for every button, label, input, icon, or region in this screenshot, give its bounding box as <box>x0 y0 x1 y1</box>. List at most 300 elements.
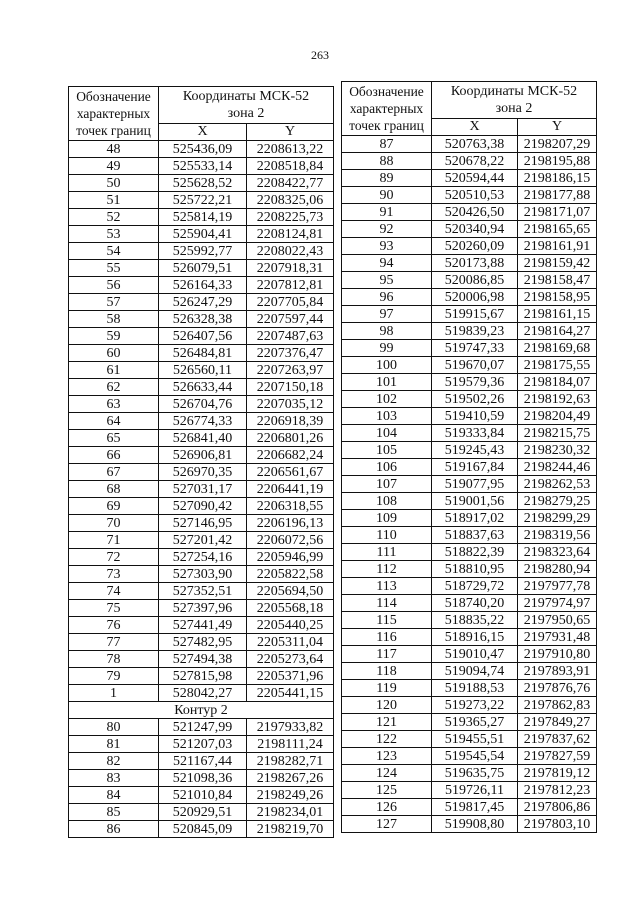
table-row <box>342 170 597 187</box>
table-row <box>342 493 597 510</box>
y-coordinate-cell: 2198169,68 <box>518 340 597 357</box>
y-coordinate-cell: 2207263,97 <box>247 362 334 379</box>
table-row <box>342 629 597 646</box>
y-coordinate-cell: 2207150,18 <box>247 379 334 396</box>
contour-label: Контур 2 <box>69 702 334 719</box>
x-coordinate-cell: 519747,33 <box>432 340 518 357</box>
x-coordinate-cell: 519908,80 <box>432 816 518 833</box>
table-row <box>342 238 597 255</box>
table-row <box>69 770 334 787</box>
point-number-cell: 119 <box>342 680 432 697</box>
y-coordinate-cell: 2205946,99 <box>247 549 334 566</box>
table-row <box>69 804 334 821</box>
table-row <box>342 510 597 527</box>
x-coordinate-cell: 519579,36 <box>432 374 518 391</box>
point-number-cell: 114 <box>342 595 432 612</box>
table-row <box>342 816 597 833</box>
y-coordinate-cell: 2198244,46 <box>518 459 597 476</box>
point-number-cell: 58 <box>69 311 159 328</box>
x-coordinate-cell: 519726,11 <box>432 782 518 799</box>
y-coordinate-cell: 2207812,81 <box>247 277 334 294</box>
table-row <box>69 600 334 617</box>
table-row <box>342 714 597 731</box>
y-coordinate-cell: 2206196,13 <box>247 515 334 532</box>
y-coordinate-cell: 2197876,76 <box>518 680 597 697</box>
x-coordinate-cell: 525533,14 <box>159 158 247 175</box>
point-number-cell: 92 <box>342 221 432 238</box>
table-row <box>342 782 597 799</box>
table-row <box>69 158 334 175</box>
point-number-cell: 101 <box>342 374 432 391</box>
header-coordinates-line2: зона 2 <box>227 106 265 122</box>
x-coordinate-cell: 519273,22 <box>432 697 518 714</box>
x-coordinate-cell: 519455,51 <box>432 731 518 748</box>
header-designation: Обозначение характерных точек границ <box>69 87 159 141</box>
y-coordinate-cell: 2197806,86 <box>518 799 597 816</box>
x-coordinate-cell: 519817,45 <box>432 799 518 816</box>
y-coordinate-cell: 2206918,39 <box>247 413 334 430</box>
y-coordinate-cell: 2197933,82 <box>247 719 334 736</box>
y-coordinate-cell: 2198171,07 <box>518 204 597 221</box>
point-number-cell: 88 <box>342 153 432 170</box>
y-coordinate-cell: 2207376,47 <box>247 345 334 362</box>
x-coordinate-cell: 518835,22 <box>432 612 518 629</box>
y-coordinate-cell: 2198280,94 <box>518 561 597 578</box>
x-coordinate-cell: 520426,50 <box>432 204 518 221</box>
point-number-cell: 110 <box>342 527 432 544</box>
header-y: Y <box>518 119 597 136</box>
x-coordinate-cell: 519001,56 <box>432 493 518 510</box>
table-row <box>69 328 334 345</box>
table-row <box>342 663 597 680</box>
point-number-cell: 79 <box>69 668 159 685</box>
header-x: X <box>159 124 247 141</box>
point-number-cell: 67 <box>69 464 159 481</box>
x-coordinate-cell: 518837,63 <box>432 527 518 544</box>
x-coordinate-cell: 526841,40 <box>159 430 247 447</box>
x-coordinate-cell: 519545,54 <box>432 748 518 765</box>
x-coordinate-cell: 520173,88 <box>432 255 518 272</box>
point-number-cell: 99 <box>342 340 432 357</box>
point-number-cell: 81 <box>69 736 159 753</box>
y-coordinate-cell: 2198164,27 <box>518 323 597 340</box>
point-number-cell: 111 <box>342 544 432 561</box>
table-row <box>342 544 597 561</box>
x-coordinate-cell: 526407,56 <box>159 328 247 345</box>
table-row <box>342 272 597 289</box>
x-coordinate-cell: 519333,84 <box>432 425 518 442</box>
y-coordinate-cell: 2198219,70 <box>247 821 334 838</box>
point-number-cell: 118 <box>342 663 432 680</box>
point-number-cell: 74 <box>69 583 159 600</box>
header-y: Y <box>247 124 334 141</box>
x-coordinate-cell: 528042,27 <box>159 685 247 702</box>
x-coordinate-cell: 520510,53 <box>432 187 518 204</box>
x-coordinate-cell: 521098,36 <box>159 770 247 787</box>
table-row <box>69 481 334 498</box>
y-coordinate-cell: 2205441,15 <box>247 685 334 702</box>
table-row <box>342 442 597 459</box>
x-coordinate-cell: 527482,95 <box>159 634 247 651</box>
x-coordinate-cell: 526633,44 <box>159 379 247 396</box>
x-coordinate-cell: 526079,51 <box>159 260 247 277</box>
table-row <box>342 323 597 340</box>
table-row <box>69 685 334 702</box>
y-coordinate-cell: 2197977,78 <box>518 578 597 595</box>
point-number-cell: 105 <box>342 442 432 459</box>
point-number-cell: 64 <box>69 413 159 430</box>
table-row <box>69 651 334 668</box>
y-coordinate-cell: 2205371,96 <box>247 668 334 685</box>
point-number-cell: 117 <box>342 646 432 663</box>
table-row <box>69 464 334 481</box>
y-coordinate-cell: 2207035,12 <box>247 396 334 413</box>
table-row <box>342 136 597 153</box>
x-coordinate-cell: 527494,38 <box>159 651 247 668</box>
point-number-cell: 48 <box>69 141 159 158</box>
point-number-cell: 75 <box>69 600 159 617</box>
y-coordinate-cell: 2206441,19 <box>247 481 334 498</box>
x-coordinate-cell: 520340,94 <box>432 221 518 238</box>
table-row <box>342 697 597 714</box>
x-coordinate-cell: 525628,52 <box>159 175 247 192</box>
x-coordinate-cell: 527441,49 <box>159 617 247 634</box>
table-header-row <box>342 82 597 119</box>
y-coordinate-cell: 2197893,91 <box>518 663 597 680</box>
table-row <box>69 396 334 413</box>
point-number-cell: 126 <box>342 799 432 816</box>
point-number-cell: 104 <box>342 425 432 442</box>
y-coordinate-cell: 2206801,26 <box>247 430 334 447</box>
y-coordinate-cell: 2198204,49 <box>518 408 597 425</box>
x-coordinate-cell: 527397,96 <box>159 600 247 617</box>
point-number-cell: 89 <box>342 170 432 187</box>
x-coordinate-cell: 519410,59 <box>432 408 518 425</box>
y-coordinate-cell: 2198323,64 <box>518 544 597 561</box>
header-coordinates-line2: зона 2 <box>495 101 533 117</box>
y-coordinate-cell: 2198161,15 <box>518 306 597 323</box>
y-coordinate-cell: 2197931,48 <box>518 629 597 646</box>
x-coordinate-cell: 519915,67 <box>432 306 518 323</box>
x-coordinate-cell: 519502,26 <box>432 391 518 408</box>
y-coordinate-cell: 2205273,64 <box>247 651 334 668</box>
y-coordinate-cell: 2198319,56 <box>518 527 597 544</box>
x-coordinate-cell: 527815,98 <box>159 668 247 685</box>
y-coordinate-cell: 2198299,29 <box>518 510 597 527</box>
x-coordinate-cell: 520086,85 <box>432 272 518 289</box>
y-coordinate-cell: 2197837,62 <box>518 731 597 748</box>
x-coordinate-cell: 520594,44 <box>432 170 518 187</box>
x-coordinate-cell: 518740,20 <box>432 595 518 612</box>
x-coordinate-cell: 518822,39 <box>432 544 518 561</box>
table-row <box>342 748 597 765</box>
table-row <box>342 595 597 612</box>
x-coordinate-cell: 518810,95 <box>432 561 518 578</box>
y-coordinate-cell: 2198195,88 <box>518 153 597 170</box>
point-number-cell: 65 <box>69 430 159 447</box>
header-coordinates-line1: Координаты МСК-52 <box>450 84 578 100</box>
table-row <box>69 753 334 770</box>
point-number-cell: 121 <box>342 714 432 731</box>
y-coordinate-cell: 2198215,75 <box>518 425 597 442</box>
point-number-cell: 107 <box>342 476 432 493</box>
x-coordinate-cell: 527303,90 <box>159 566 247 583</box>
point-number-cell: 85 <box>69 804 159 821</box>
table-row <box>69 362 334 379</box>
point-number-cell: 106 <box>342 459 432 476</box>
point-number-cell: 124 <box>342 765 432 782</box>
x-coordinate-cell: 526164,33 <box>159 277 247 294</box>
point-number-cell: 71 <box>69 532 159 549</box>
x-coordinate-cell: 525992,77 <box>159 243 247 260</box>
y-coordinate-cell: 2198111,24 <box>247 736 334 753</box>
point-number-cell: 57 <box>69 294 159 311</box>
header-x: X <box>432 119 518 136</box>
table-row <box>69 787 334 804</box>
point-number-cell: 102 <box>342 391 432 408</box>
x-coordinate-cell: 519094,74 <box>432 663 518 680</box>
x-coordinate-cell: 521010,84 <box>159 787 247 804</box>
table-row <box>69 583 334 600</box>
point-number-cell: 59 <box>69 328 159 345</box>
table-header-row <box>69 87 334 124</box>
x-coordinate-cell: 520260,09 <box>432 238 518 255</box>
table-row <box>69 617 334 634</box>
x-coordinate-cell: 525814,19 <box>159 209 247 226</box>
x-coordinate-cell: 520763,38 <box>432 136 518 153</box>
table-row <box>69 413 334 430</box>
y-coordinate-cell: 2198192,63 <box>518 391 597 408</box>
table-row <box>69 532 334 549</box>
y-coordinate-cell: 2198267,26 <box>247 770 334 787</box>
point-number-cell: 69 <box>69 498 159 515</box>
x-coordinate-cell: 527254,16 <box>159 549 247 566</box>
y-coordinate-cell: 2198158,95 <box>518 289 597 306</box>
table-row <box>69 515 334 532</box>
point-number-cell: 96 <box>342 289 432 306</box>
point-number-cell: 56 <box>69 277 159 294</box>
point-number-cell: 123 <box>342 748 432 765</box>
point-number-cell: 109 <box>342 510 432 527</box>
table-row <box>69 634 334 651</box>
point-number-cell: 125 <box>342 782 432 799</box>
y-coordinate-cell: 2198282,71 <box>247 753 334 770</box>
table-row <box>342 391 597 408</box>
table-row <box>69 736 334 753</box>
table-row <box>69 294 334 311</box>
table-row <box>69 243 334 260</box>
y-coordinate-cell: 2198234,01 <box>247 804 334 821</box>
y-coordinate-cell: 2198230,32 <box>518 442 597 459</box>
table-row <box>342 476 597 493</box>
y-coordinate-cell: 2208124,81 <box>247 226 334 243</box>
y-coordinate-cell: 2197862,83 <box>518 697 597 714</box>
x-coordinate-cell: 520929,51 <box>159 804 247 821</box>
table-row <box>342 153 597 170</box>
x-coordinate-cell: 519839,23 <box>432 323 518 340</box>
x-coordinate-cell: 520678,22 <box>432 153 518 170</box>
y-coordinate-cell: 2197974,97 <box>518 595 597 612</box>
y-coordinate-cell: 2198262,53 <box>518 476 597 493</box>
y-coordinate-cell: 2205822,58 <box>247 566 334 583</box>
point-number-cell: 1 <box>69 685 159 702</box>
y-coordinate-cell: 2208022,43 <box>247 243 334 260</box>
table-row <box>342 731 597 748</box>
table-row <box>342 306 597 323</box>
contour-row <box>69 702 334 719</box>
table-row <box>342 340 597 357</box>
table-row <box>342 425 597 442</box>
y-coordinate-cell: 2197812,23 <box>518 782 597 799</box>
point-number-cell: 78 <box>69 651 159 668</box>
x-coordinate-cell: 525904,41 <box>159 226 247 243</box>
table-row <box>342 459 597 476</box>
table-row <box>69 566 334 583</box>
x-coordinate-cell: 527146,95 <box>159 515 247 532</box>
point-number-cell: 54 <box>69 243 159 260</box>
y-coordinate-cell: 2198158,47 <box>518 272 597 289</box>
y-coordinate-cell: 2198165,65 <box>518 221 597 238</box>
y-coordinate-cell: 2198207,29 <box>518 136 597 153</box>
x-coordinate-cell: 527090,42 <box>159 498 247 515</box>
x-coordinate-cell: 518729,72 <box>432 578 518 595</box>
y-coordinate-cell: 2208518,84 <box>247 158 334 175</box>
y-coordinate-cell: 2206561,67 <box>247 464 334 481</box>
y-coordinate-cell: 2206682,24 <box>247 447 334 464</box>
table-row <box>342 374 597 391</box>
point-number-cell: 66 <box>69 447 159 464</box>
point-number-cell: 90 <box>342 187 432 204</box>
point-number-cell: 49 <box>69 158 159 175</box>
point-number-cell: 87 <box>342 136 432 153</box>
y-coordinate-cell: 2197910,80 <box>518 646 597 663</box>
x-coordinate-cell: 519670,07 <box>432 357 518 374</box>
y-coordinate-cell: 2205568,18 <box>247 600 334 617</box>
point-number-cell: 86 <box>69 821 159 838</box>
coordinates-table-left <box>68 86 334 838</box>
y-coordinate-cell: 2207705,84 <box>247 294 334 311</box>
y-coordinate-cell: 2205311,04 <box>247 634 334 651</box>
table-row <box>69 719 334 736</box>
x-coordinate-cell: 519365,27 <box>432 714 518 731</box>
table-row <box>342 765 597 782</box>
point-number-cell: 94 <box>342 255 432 272</box>
point-number-cell: 120 <box>342 697 432 714</box>
table-row <box>69 668 334 685</box>
table-row <box>342 680 597 697</box>
point-number-cell: 84 <box>69 787 159 804</box>
table-row <box>342 221 597 238</box>
table-row <box>69 141 334 158</box>
point-number-cell: 63 <box>69 396 159 413</box>
point-number-cell: 113 <box>342 578 432 595</box>
point-number-cell: 93 <box>342 238 432 255</box>
y-coordinate-cell: 2207918,31 <box>247 260 334 277</box>
point-number-cell: 72 <box>69 549 159 566</box>
y-coordinate-cell: 2198249,26 <box>247 787 334 804</box>
point-number-cell: 108 <box>342 493 432 510</box>
x-coordinate-cell: 527352,51 <box>159 583 247 600</box>
y-coordinate-cell: 2198186,15 <box>518 170 597 187</box>
y-coordinate-cell: 2198175,55 <box>518 357 597 374</box>
table-row <box>69 447 334 464</box>
x-coordinate-cell: 526906,81 <box>159 447 247 464</box>
x-coordinate-cell: 525722,21 <box>159 192 247 209</box>
table-row <box>69 549 334 566</box>
y-coordinate-cell: 2206072,56 <box>247 532 334 549</box>
table-row <box>342 255 597 272</box>
x-coordinate-cell: 519010,47 <box>432 646 518 663</box>
table-row <box>342 408 597 425</box>
table-row <box>69 192 334 209</box>
table-row <box>342 578 597 595</box>
point-number-cell: 68 <box>69 481 159 498</box>
page-number: 263 <box>311 48 329 62</box>
x-coordinate-cell: 518917,02 <box>432 510 518 527</box>
point-number-cell: 52 <box>69 209 159 226</box>
point-number-cell: 76 <box>69 617 159 634</box>
header-coordinates-line1: Координаты МСК-52 <box>182 89 310 105</box>
table-row <box>69 345 334 362</box>
table-row <box>69 226 334 243</box>
header-coordinates <box>159 87 334 124</box>
y-coordinate-cell: 2198184,07 <box>518 374 597 391</box>
point-number-cell: 98 <box>342 323 432 340</box>
table-row <box>342 646 597 663</box>
x-coordinate-cell: 519245,43 <box>432 442 518 459</box>
table-row <box>69 175 334 192</box>
y-coordinate-cell: 2198279,25 <box>518 493 597 510</box>
point-number-cell: 51 <box>69 192 159 209</box>
table-row <box>69 498 334 515</box>
x-coordinate-cell: 526328,38 <box>159 311 247 328</box>
point-number-cell: 122 <box>342 731 432 748</box>
y-coordinate-cell: 2197803,10 <box>518 816 597 833</box>
coordinates-table-right <box>341 81 597 833</box>
point-number-cell: 97 <box>342 306 432 323</box>
x-coordinate-cell: 520845,09 <box>159 821 247 838</box>
y-coordinate-cell: 2197819,12 <box>518 765 597 782</box>
point-number-cell: 95 <box>342 272 432 289</box>
y-coordinate-cell: 2207487,63 <box>247 328 334 345</box>
x-coordinate-cell: 526247,29 <box>159 294 247 311</box>
table-row <box>69 379 334 396</box>
x-coordinate-cell: 526774,33 <box>159 413 247 430</box>
point-number-cell: 83 <box>69 770 159 787</box>
table-row <box>69 311 334 328</box>
x-coordinate-cell: 527031,17 <box>159 481 247 498</box>
point-number-cell: 91 <box>342 204 432 221</box>
table-row <box>342 289 597 306</box>
table-row <box>342 799 597 816</box>
x-coordinate-cell: 519188,53 <box>432 680 518 697</box>
table-row <box>69 277 334 294</box>
x-coordinate-cell: 519167,84 <box>432 459 518 476</box>
point-number-cell: 116 <box>342 629 432 646</box>
y-coordinate-cell: 2208613,22 <box>247 141 334 158</box>
table-row <box>342 187 597 204</box>
y-coordinate-cell: 2208422,77 <box>247 175 334 192</box>
x-coordinate-cell: 519077,95 <box>432 476 518 493</box>
point-number-cell: 103 <box>342 408 432 425</box>
point-number-cell: 50 <box>69 175 159 192</box>
table-row <box>69 430 334 447</box>
y-coordinate-cell: 2198161,91 <box>518 238 597 255</box>
x-coordinate-cell: 526704,76 <box>159 396 247 413</box>
table-row <box>342 357 597 374</box>
point-number-cell: 62 <box>69 379 159 396</box>
y-coordinate-cell: 2197849,27 <box>518 714 597 731</box>
